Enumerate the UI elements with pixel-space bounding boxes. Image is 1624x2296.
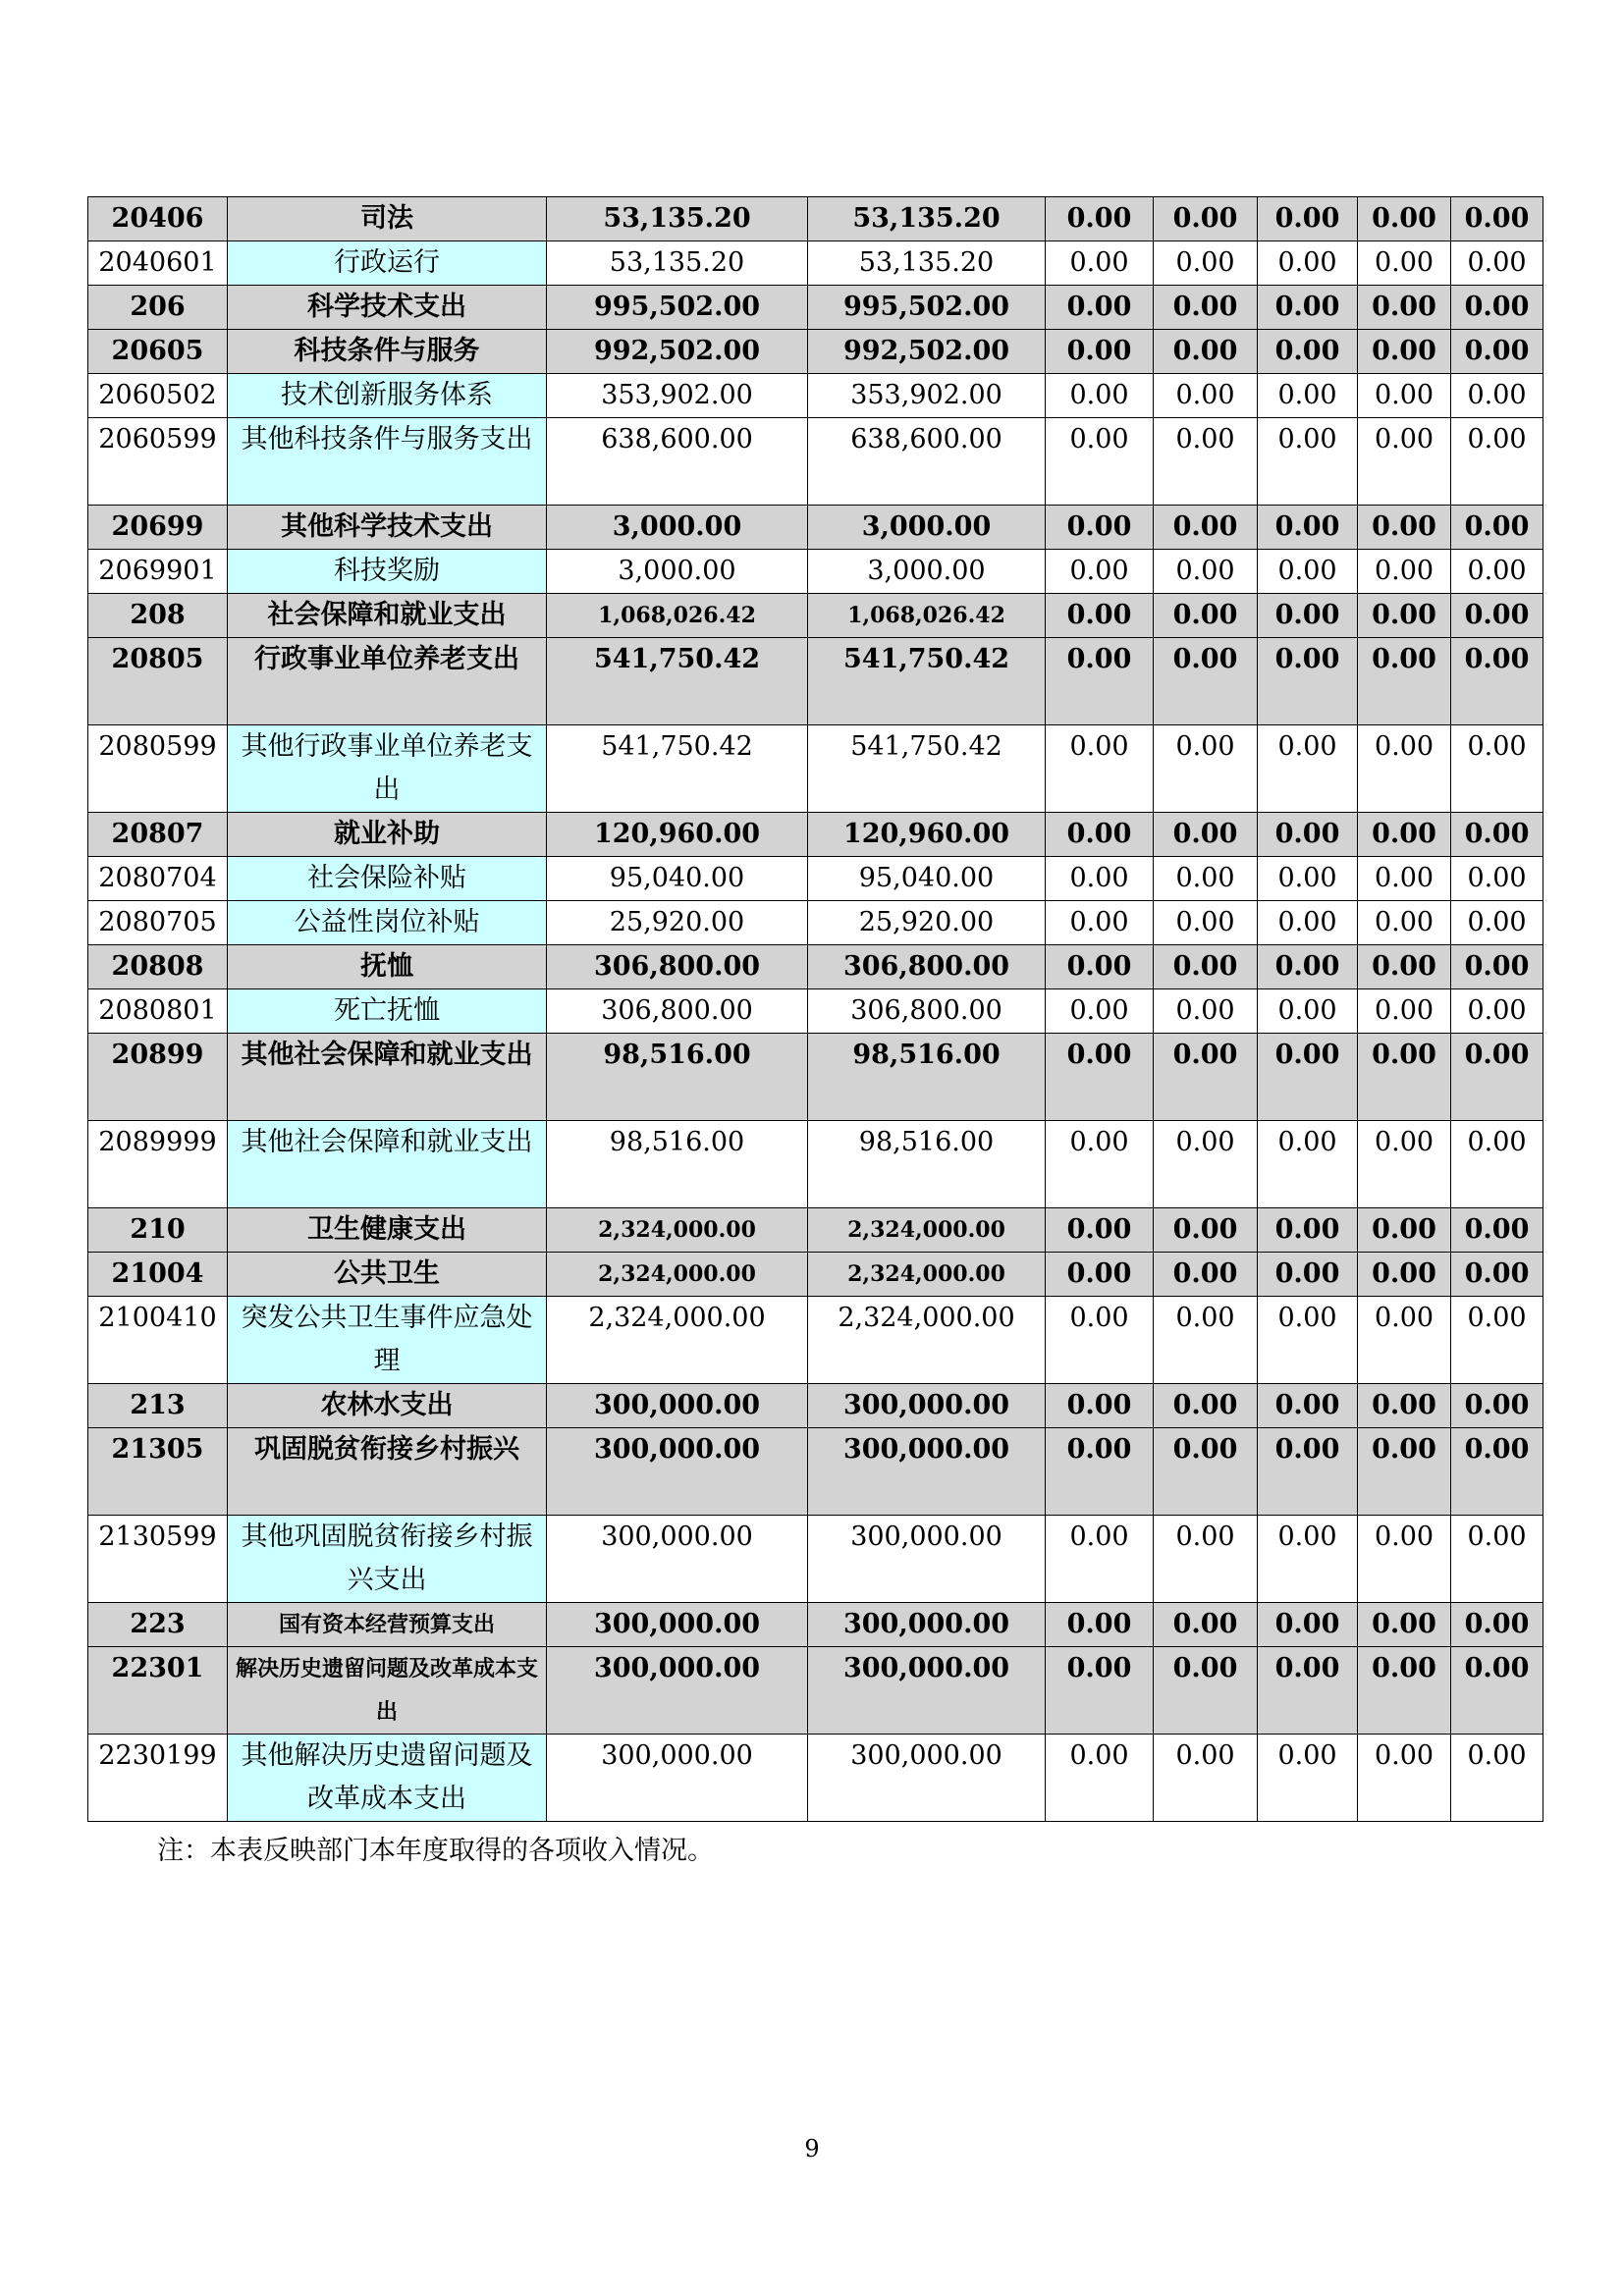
cell-c3: 0.00 — [1154, 550, 1258, 594]
cell-name: 其他巩固脱贫衔接乡村振兴支出 — [228, 1516, 547, 1603]
cell-c1: 3,000.00 — [808, 506, 1046, 550]
cell-code: 20899 — [88, 1034, 228, 1121]
cell-total: 300,000.00 — [547, 1647, 808, 1735]
cell-code: 2080599 — [88, 725, 228, 813]
cell-c2: 0.00 — [1046, 1428, 1154, 1516]
cell-name: 抚恤 — [228, 945, 547, 989]
cell-c6: 0.00 — [1451, 330, 1543, 374]
cell-c6: 0.00 — [1451, 1034, 1543, 1121]
cell-c2: 0.00 — [1046, 1034, 1154, 1121]
cell-c3: 0.00 — [1154, 1428, 1258, 1516]
cell-total: 995,502.00 — [547, 286, 808, 330]
cell-name: 社会保险补贴 — [228, 857, 547, 901]
cell-c2: 0.00 — [1046, 1121, 1154, 1208]
cell-c4: 0.00 — [1258, 506, 1358, 550]
cell-c1: 995,502.00 — [808, 286, 1046, 330]
cell-c3: 0.00 — [1154, 374, 1258, 418]
cell-c3: 0.00 — [1154, 901, 1258, 945]
cell-c5: 0.00 — [1358, 901, 1451, 945]
cell-c2: 0.00 — [1046, 857, 1154, 901]
cell-total: 2,324,000.00 — [547, 1297, 808, 1384]
cell-c2: 0.00 — [1046, 1603, 1154, 1647]
cell-c5: 0.00 — [1358, 1647, 1451, 1735]
cell-c4: 0.00 — [1258, 1253, 1358, 1297]
cell-c6: 0.00 — [1451, 813, 1543, 857]
cell-c1: 300,000.00 — [808, 1735, 1046, 1822]
cell-c5: 0.00 — [1358, 330, 1451, 374]
cell-c4: 0.00 — [1258, 945, 1358, 989]
cell-name: 巩固脱贫衔接乡村振兴 — [228, 1428, 547, 1516]
cell-c5: 0.00 — [1358, 638, 1451, 725]
cell-code: 20807 — [88, 813, 228, 857]
cell-name: 其他解决历史遗留问题及改革成本支出 — [228, 1735, 547, 1822]
cell-c4: 0.00 — [1258, 286, 1358, 330]
cell-name: 技术创新服务体系 — [228, 374, 547, 418]
cell-total: 3,000.00 — [547, 550, 808, 594]
cell-c6: 0.00 — [1451, 1428, 1543, 1516]
cell-c5: 0.00 — [1358, 1516, 1451, 1603]
table-note: 注：本表反映部门本年度取得的各项收入情况。 — [157, 1836, 714, 1866]
cell-c4: 0.00 — [1258, 1297, 1358, 1384]
cell-total: 541,750.42 — [547, 638, 808, 725]
cell-code: 208 — [88, 594, 228, 638]
cell-c2: 0.00 — [1046, 418, 1154, 506]
cell-c2: 0.00 — [1046, 197, 1154, 241]
cell-name: 解决历史遗留问题及改革成本支出 — [228, 1647, 547, 1735]
cell-c3: 0.00 — [1154, 725, 1258, 813]
cell-code: 2130599 — [88, 1516, 228, 1603]
cell-c2: 0.00 — [1046, 989, 1154, 1034]
cell-c1: 300,000.00 — [808, 1603, 1046, 1647]
cell-c6: 0.00 — [1451, 1208, 1543, 1253]
cell-c1: 353,902.00 — [808, 374, 1046, 418]
cell-c2: 0.00 — [1046, 1735, 1154, 1822]
cell-c5: 0.00 — [1358, 1208, 1451, 1253]
cell-name: 科学技术支出 — [228, 286, 547, 330]
cell-total: 53,135.20 — [547, 241, 808, 286]
cell-c2: 0.00 — [1046, 945, 1154, 989]
cell-c4: 0.00 — [1258, 989, 1358, 1034]
cell-total: 3,000.00 — [547, 506, 808, 550]
cell-c1: 2,324,000.00 — [808, 1208, 1046, 1253]
cell-code: 2230199 — [88, 1735, 228, 1822]
cell-total: 300,000.00 — [547, 1516, 808, 1603]
cell-code: 213 — [88, 1384, 228, 1428]
cell-total: 353,902.00 — [547, 374, 808, 418]
cell-c3: 0.00 — [1154, 1253, 1258, 1297]
cell-c6: 0.00 — [1451, 1384, 1543, 1428]
cell-c2: 0.00 — [1046, 241, 1154, 286]
cell-c6: 0.00 — [1451, 638, 1543, 725]
cell-c4: 0.00 — [1258, 197, 1358, 241]
cell-c1: 3,000.00 — [808, 550, 1046, 594]
cell-c4: 0.00 — [1258, 901, 1358, 945]
cell-total: 1,068,026.42 — [547, 594, 808, 638]
cell-c4: 0.00 — [1258, 330, 1358, 374]
cell-code: 20605 — [88, 330, 228, 374]
cell-c1: 300,000.00 — [808, 1647, 1046, 1735]
cell-c3: 0.00 — [1154, 286, 1258, 330]
cell-total: 95,040.00 — [547, 857, 808, 901]
cell-c1: 98,516.00 — [808, 1034, 1046, 1121]
table-body — [88, 197, 1543, 1822]
cell-c5: 0.00 — [1358, 1735, 1451, 1822]
cell-c5: 0.00 — [1358, 1121, 1451, 1208]
cell-c1: 541,750.42 — [808, 725, 1046, 813]
cell-c2: 0.00 — [1046, 594, 1154, 638]
cell-total: 638,600.00 — [547, 418, 808, 506]
cell-c1: 300,000.00 — [808, 1428, 1046, 1516]
cell-c5: 0.00 — [1358, 197, 1451, 241]
cell-total: 992,502.00 — [547, 330, 808, 374]
cell-c3: 0.00 — [1154, 813, 1258, 857]
cell-c1: 95,040.00 — [808, 857, 1046, 901]
cell-c5: 0.00 — [1358, 1428, 1451, 1516]
cell-c6: 0.00 — [1451, 286, 1543, 330]
cell-c5: 0.00 — [1358, 857, 1451, 901]
cell-c2: 0.00 — [1046, 813, 1154, 857]
cell-code: 2080705 — [88, 901, 228, 945]
cell-name: 国有资本经营预算支出 — [228, 1603, 547, 1647]
cell-total: 300,000.00 — [547, 1735, 808, 1822]
cell-name: 就业补助 — [228, 813, 547, 857]
cell-c4: 0.00 — [1258, 857, 1358, 901]
cell-name: 其他科学技术支出 — [228, 506, 547, 550]
cell-c1: 2,324,000.00 — [808, 1297, 1046, 1384]
cell-c5: 0.00 — [1358, 989, 1451, 1034]
cell-c6: 0.00 — [1451, 1297, 1543, 1384]
cell-c1: 120,960.00 — [808, 813, 1046, 857]
cell-c5: 0.00 — [1358, 550, 1451, 594]
cell-c6: 0.00 — [1451, 901, 1543, 945]
cell-c5: 0.00 — [1358, 418, 1451, 506]
cell-c4: 0.00 — [1258, 1034, 1358, 1121]
cell-c2: 0.00 — [1046, 1516, 1154, 1603]
cell-c3: 0.00 — [1154, 506, 1258, 550]
cell-c3: 0.00 — [1154, 1603, 1258, 1647]
cell-total: 541,750.42 — [547, 725, 808, 813]
cell-total: 25,920.00 — [547, 901, 808, 945]
cell-total: 300,000.00 — [547, 1603, 808, 1647]
page-number: 9 — [804, 2135, 820, 2163]
cell-c1: 638,600.00 — [808, 418, 1046, 506]
cell-code: 20699 — [88, 506, 228, 550]
cell-name: 突发公共卫生事件应急处理 — [228, 1297, 547, 1384]
cell-c2: 0.00 — [1046, 725, 1154, 813]
cell-c1: 25,920.00 — [808, 901, 1046, 945]
cell-c3: 0.00 — [1154, 1647, 1258, 1735]
cell-c6: 0.00 — [1451, 197, 1543, 241]
cell-c1: 98,516.00 — [808, 1121, 1046, 1208]
cell-name: 其他行政事业单位养老支出 — [228, 725, 547, 813]
cell-name: 其他社会保障和就业支出 — [228, 1121, 547, 1208]
cell-code: 2060599 — [88, 418, 228, 506]
cell-code: 2080704 — [88, 857, 228, 901]
cell-code: 2080801 — [88, 989, 228, 1034]
cell-c3: 0.00 — [1154, 1297, 1258, 1384]
cell-c2: 0.00 — [1046, 374, 1154, 418]
cell-c5: 0.00 — [1358, 286, 1451, 330]
cell-c1: 992,502.00 — [808, 330, 1046, 374]
cell-c5: 0.00 — [1358, 506, 1451, 550]
budget-table — [87, 196, 1543, 1822]
cell-total: 120,960.00 — [547, 813, 808, 857]
cell-name: 公共卫生 — [228, 1253, 547, 1297]
cell-name: 死亡抚恤 — [228, 989, 547, 1034]
cell-c3: 0.00 — [1154, 1384, 1258, 1428]
cell-total: 300,000.00 — [547, 1428, 808, 1516]
cell-c1: 541,750.42 — [808, 638, 1046, 725]
cell-c4: 0.00 — [1258, 1121, 1358, 1208]
cell-c3: 0.00 — [1154, 857, 1258, 901]
cell-c3: 0.00 — [1154, 594, 1258, 638]
cell-c4: 0.00 — [1258, 1647, 1358, 1735]
cell-c1: 53,135.20 — [808, 241, 1046, 286]
cell-c3: 0.00 — [1154, 197, 1258, 241]
cell-c4: 0.00 — [1258, 638, 1358, 725]
cell-c1: 2,324,000.00 — [808, 1253, 1046, 1297]
cell-c3: 0.00 — [1154, 945, 1258, 989]
cell-c3: 0.00 — [1154, 241, 1258, 286]
cell-c2: 0.00 — [1046, 638, 1154, 725]
cell-name: 科技条件与服务 — [228, 330, 547, 374]
cell-c2: 0.00 — [1046, 1253, 1154, 1297]
cell-c5: 0.00 — [1358, 1034, 1451, 1121]
cell-c5: 0.00 — [1358, 241, 1451, 286]
cell-c2: 0.00 — [1046, 286, 1154, 330]
cell-c1: 1,068,026.42 — [808, 594, 1046, 638]
cell-code: 22301 — [88, 1647, 228, 1735]
cell-c5: 0.00 — [1358, 1384, 1451, 1428]
cell-total: 300,000.00 — [547, 1384, 808, 1428]
cell-c5: 0.00 — [1358, 945, 1451, 989]
cell-c6: 0.00 — [1451, 1516, 1543, 1603]
cell-name: 行政事业单位养老支出 — [228, 638, 547, 725]
cell-c2: 0.00 — [1046, 1208, 1154, 1253]
cell-c1: 300,000.00 — [808, 1516, 1046, 1603]
cell-c3: 0.00 — [1154, 989, 1258, 1034]
cell-code: 2040601 — [88, 241, 228, 286]
cell-c6: 0.00 — [1451, 1735, 1543, 1822]
cell-c5: 0.00 — [1358, 1603, 1451, 1647]
cell-c3: 0.00 — [1154, 418, 1258, 506]
cell-c4: 0.00 — [1258, 241, 1358, 286]
cell-code: 210 — [88, 1208, 228, 1253]
cell-c3: 0.00 — [1154, 1034, 1258, 1121]
cell-total: 98,516.00 — [547, 1121, 808, 1208]
cell-c3: 0.00 — [1154, 1516, 1258, 1603]
cell-c6: 0.00 — [1451, 506, 1543, 550]
cell-name: 卫生健康支出 — [228, 1208, 547, 1253]
cell-c5: 0.00 — [1358, 1297, 1451, 1384]
cell-c3: 0.00 — [1154, 638, 1258, 725]
cell-c1: 306,800.00 — [808, 945, 1046, 989]
cell-c4: 0.00 — [1258, 418, 1358, 506]
cell-c6: 0.00 — [1451, 1647, 1543, 1735]
cell-code: 20808 — [88, 945, 228, 989]
cell-code: 2069901 — [88, 550, 228, 594]
cell-total: 2,324,000.00 — [547, 1253, 808, 1297]
cell-c2: 0.00 — [1046, 1647, 1154, 1735]
cell-c6: 0.00 — [1451, 989, 1543, 1034]
cell-c6: 0.00 — [1451, 550, 1543, 594]
cell-c2: 0.00 — [1046, 506, 1154, 550]
cell-c6: 0.00 — [1451, 1603, 1543, 1647]
cell-c6: 0.00 — [1451, 725, 1543, 813]
cell-code: 20406 — [88, 197, 228, 241]
cell-code: 2100410 — [88, 1297, 228, 1384]
cell-c5: 0.00 — [1358, 374, 1451, 418]
cell-c1: 300,000.00 — [808, 1384, 1046, 1428]
cell-c6: 0.00 — [1451, 857, 1543, 901]
cell-code: 2089999 — [88, 1121, 228, 1208]
cell-c4: 0.00 — [1258, 1603, 1358, 1647]
cell-c6: 0.00 — [1451, 945, 1543, 989]
cell-code: 2060502 — [88, 374, 228, 418]
cell-c4: 0.00 — [1258, 813, 1358, 857]
cell-c5: 0.00 — [1358, 725, 1451, 813]
cell-c2: 0.00 — [1046, 550, 1154, 594]
cell-c5: 0.00 — [1358, 594, 1451, 638]
cell-c2: 0.00 — [1046, 330, 1154, 374]
cell-c4: 0.00 — [1258, 374, 1358, 418]
cell-name: 公益性岗位补贴 — [228, 901, 547, 945]
cell-total: 2,324,000.00 — [547, 1208, 808, 1253]
cell-total: 306,800.00 — [547, 989, 808, 1034]
cell-name: 科技奖励 — [228, 550, 547, 594]
cell-total: 306,800.00 — [547, 945, 808, 989]
cell-c4: 0.00 — [1258, 550, 1358, 594]
cell-name: 其他社会保障和就业支出 — [228, 1034, 547, 1121]
cell-c1: 53,135.20 — [808, 197, 1046, 241]
cell-c6: 0.00 — [1451, 241, 1543, 286]
cell-c6: 0.00 — [1451, 418, 1543, 506]
cell-name: 司法 — [228, 197, 547, 241]
cell-c6: 0.00 — [1451, 594, 1543, 638]
cell-c6: 0.00 — [1451, 1253, 1543, 1297]
cell-c4: 0.00 — [1258, 1735, 1358, 1822]
cell-code: 206 — [88, 286, 228, 330]
cell-name: 社会保障和就业支出 — [228, 594, 547, 638]
cell-c6: 0.00 — [1451, 1121, 1543, 1208]
cell-code: 21305 — [88, 1428, 228, 1516]
cell-c5: 0.00 — [1358, 813, 1451, 857]
cell-c5: 0.00 — [1358, 1253, 1451, 1297]
cell-c6: 0.00 — [1451, 374, 1543, 418]
cell-code: 20805 — [88, 638, 228, 725]
cell-c4: 0.00 — [1258, 594, 1358, 638]
cell-c4: 0.00 — [1258, 1428, 1358, 1516]
cell-c4: 0.00 — [1258, 725, 1358, 813]
cell-c3: 0.00 — [1154, 330, 1258, 374]
cell-total: 53,135.20 — [547, 197, 808, 241]
cell-code: 223 — [88, 1603, 228, 1647]
cell-total: 98,516.00 — [547, 1034, 808, 1121]
cell-name: 行政运行 — [228, 241, 547, 286]
cell-name: 农林水支出 — [228, 1384, 547, 1428]
cell-name: 其他科技条件与服务支出 — [228, 418, 547, 506]
cell-code: 21004 — [88, 1253, 228, 1297]
cell-c2: 0.00 — [1046, 901, 1154, 945]
cell-c1: 306,800.00 — [808, 989, 1046, 1034]
cell-c3: 0.00 — [1154, 1208, 1258, 1253]
cell-c4: 0.00 — [1258, 1208, 1358, 1253]
cell-c3: 0.00 — [1154, 1121, 1258, 1208]
cell-c3: 0.00 — [1154, 1735, 1258, 1822]
cell-c2: 0.00 — [1046, 1297, 1154, 1384]
cell-c2: 0.00 — [1046, 1384, 1154, 1428]
cell-c4: 0.00 — [1258, 1516, 1358, 1603]
cell-c4: 0.00 — [1258, 1384, 1358, 1428]
